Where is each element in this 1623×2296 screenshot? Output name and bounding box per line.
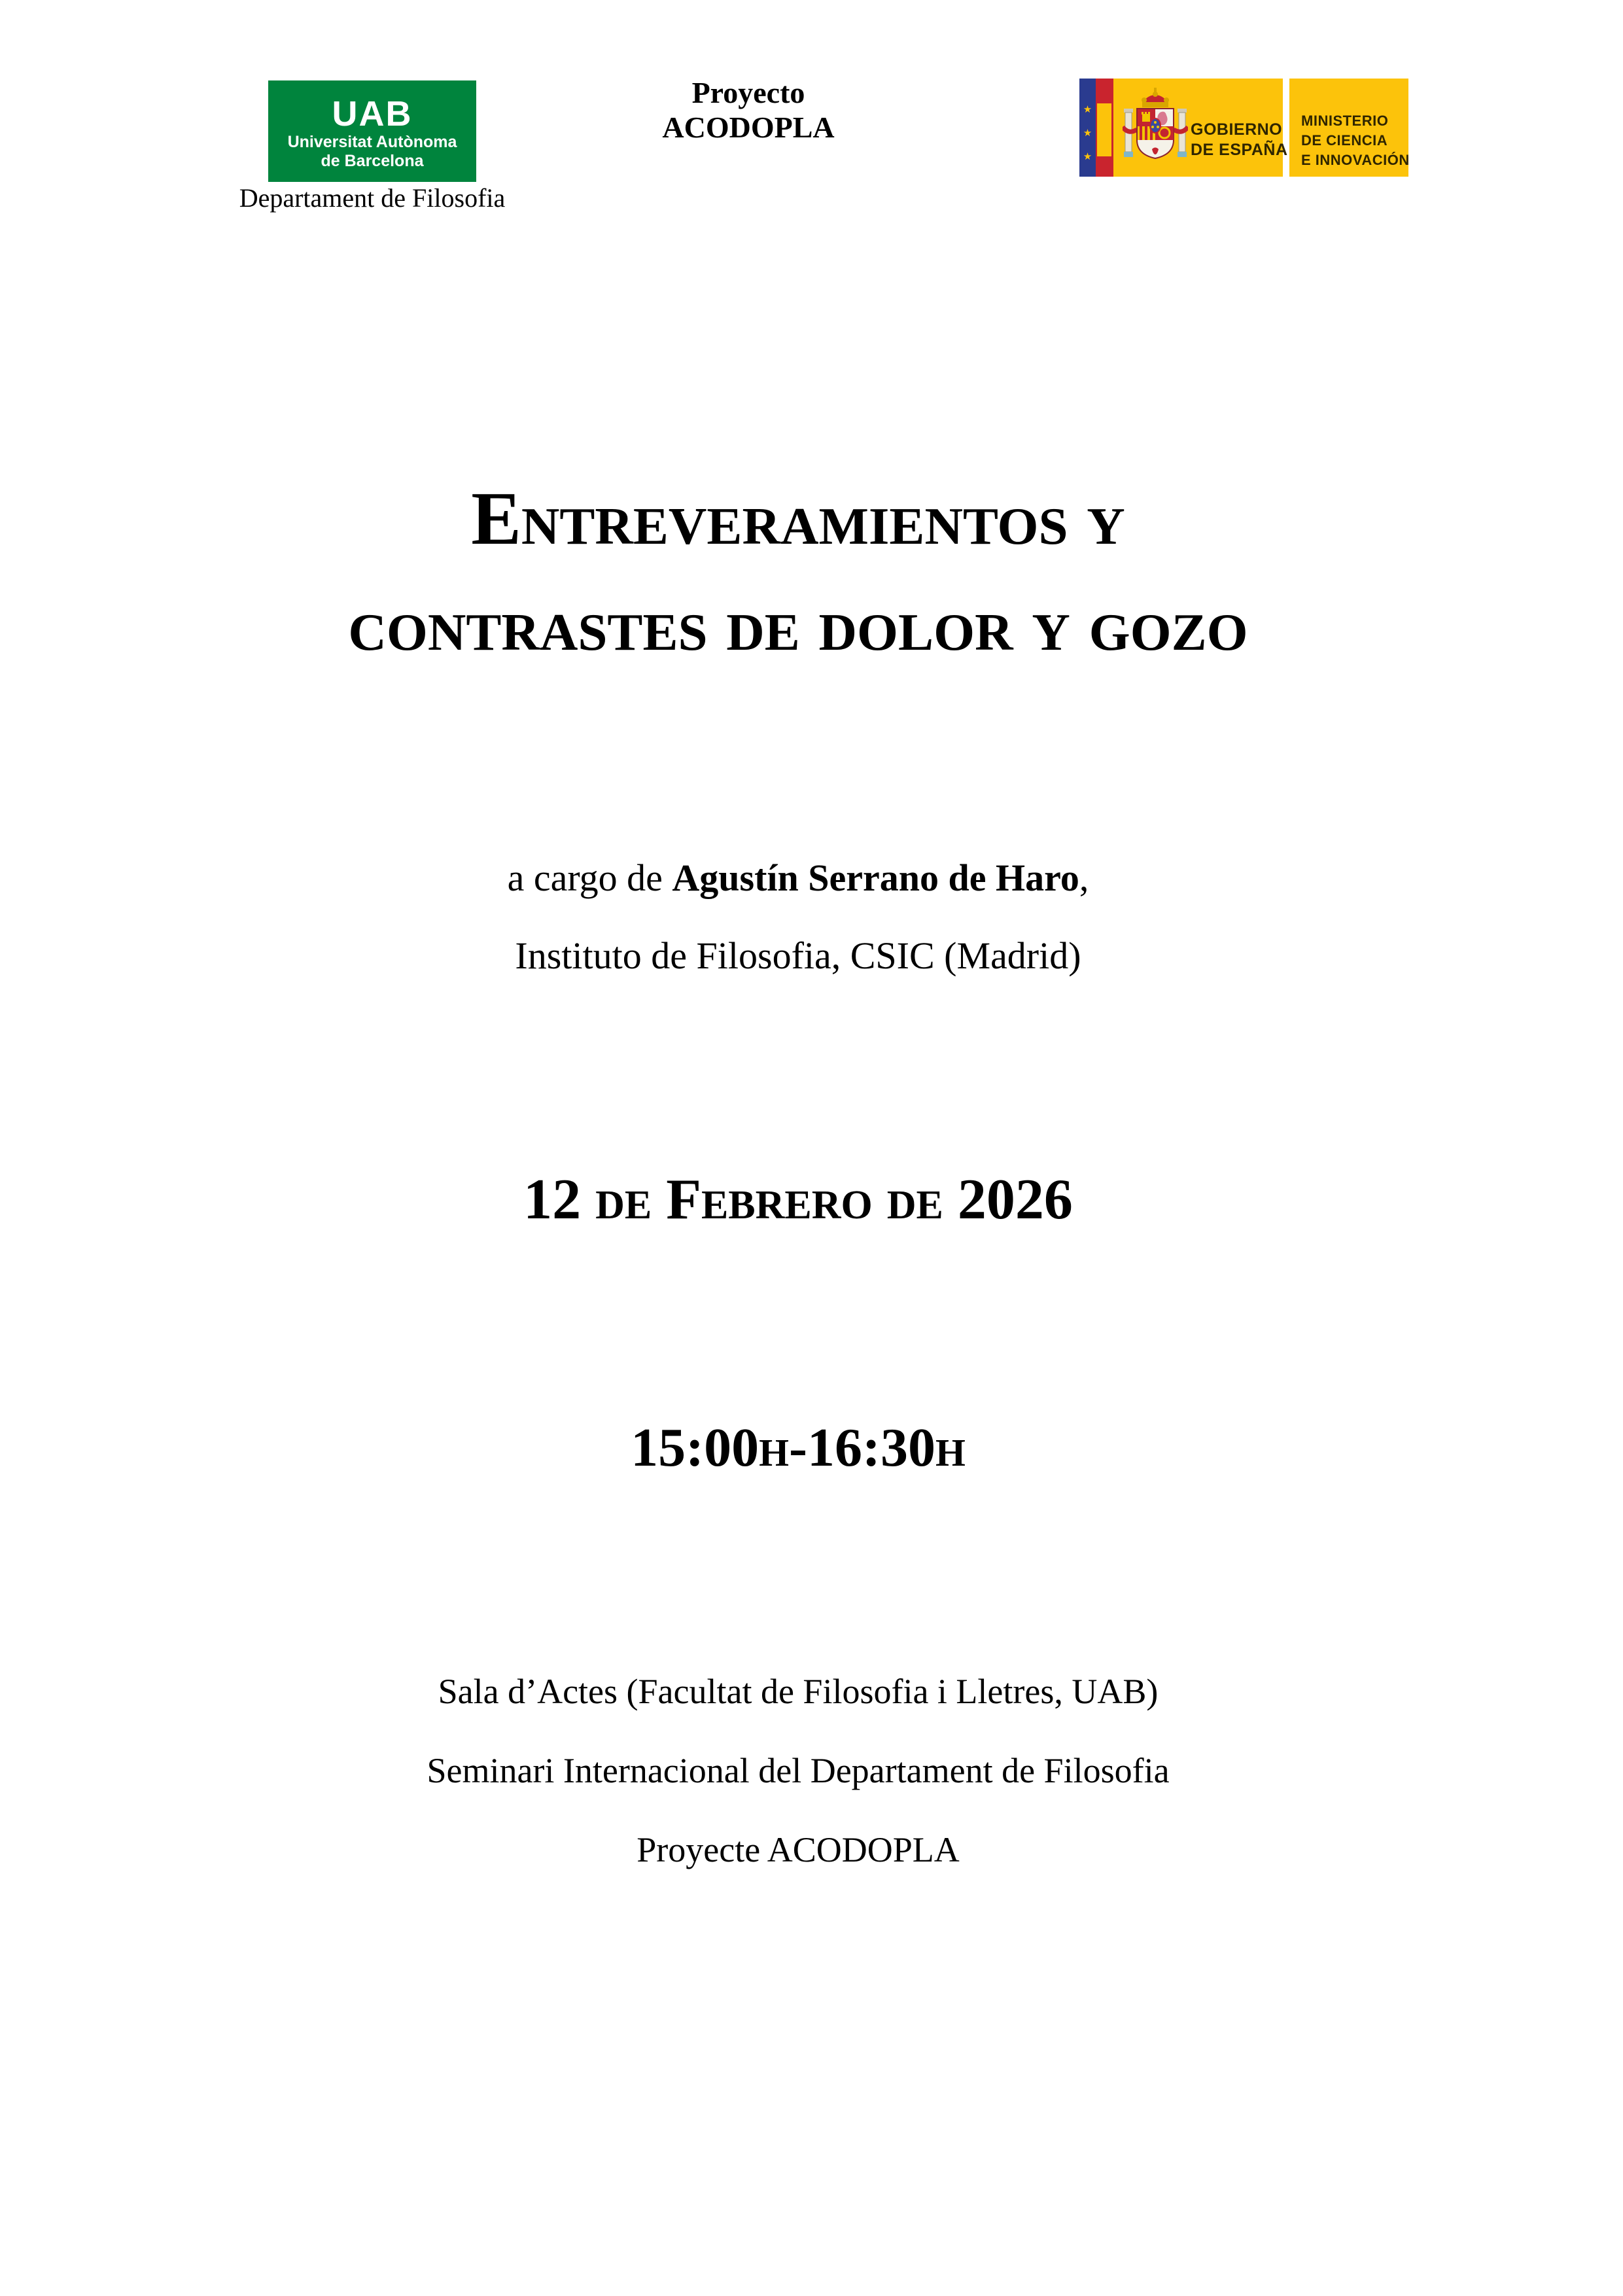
gobierno-wordmark — [1191, 120, 1288, 160]
event-time: 15:00h-16:30h — [631, 1417, 966, 1478]
uab-logo-block — [228, 80, 516, 213]
venue-line-1: Sala d’Actes (Facultat de Filosofia i Lletres, UAB) — [438, 1672, 1159, 1711]
speaker-name: Agustín Serrano de Haro — [672, 857, 1079, 899]
uab-logo-name-line-1: Universitat Autònoma — [287, 133, 457, 151]
spain-flag-yellow-band — [1097, 103, 1111, 156]
title-line-2: contrastes de dolor y gozo — [348, 583, 1248, 666]
ministry-line-3: E INNOVACIÓN — [1301, 152, 1410, 168]
uab-logo-name-line-2: de Barcelona — [321, 152, 424, 170]
ministry-wordmark — [1289, 79, 1408, 177]
gobierno-espana-logo — [1079, 79, 1408, 177]
project-title: Proyecto ACODOPLA — [662, 76, 835, 144]
speaker-affiliation: Instituto de Filosofia, CSIC (Madrid) — [515, 934, 1081, 977]
event-date: 12 de Febrero de 2026 — [523, 1168, 1073, 1231]
gobierno-logo-field — [1113, 79, 1288, 177]
eu-star-icon: ★ — [1083, 104, 1092, 115]
spain-eu-flag — [1079, 79, 1113, 177]
gobierno-line-1: GOBIERNO — [1191, 120, 1283, 139]
venue-block — [0, 1652, 1596, 1890]
eu-flag-band — [1079, 79, 1096, 177]
department-name: Departament de Filosofia — [239, 183, 506, 213]
spain-flag-band — [1096, 79, 1113, 177]
speaker-line — [0, 839, 1596, 917]
speaker-prefix: a cargo de — [507, 857, 672, 899]
eu-star-icon: ★ — [1083, 128, 1092, 139]
seminar-title — [0, 466, 1596, 678]
venue-line-2: Seminari Internacional del Departament de Filosofia — [427, 1751, 1170, 1790]
uab-logo — [268, 80, 476, 182]
eu-star-icon: ★ — [1083, 151, 1092, 162]
uab-logo-acronym: UAB — [332, 94, 413, 133]
speaker-block — [0, 839, 1596, 995]
gobierno-line-2: DE ESPAÑA — [1191, 141, 1288, 159]
venue-line-3: Proyecte ACODOPLA — [637, 1830, 960, 1869]
title-line-1: Entreveramientos y — [471, 477, 1125, 560]
ministry-line-1: MINISTERIO — [1301, 113, 1389, 129]
speaker-suffix: , — [1079, 857, 1089, 899]
spain-coat-of-arms-icon — [1123, 86, 1188, 169]
ministry-line-2: DE CIENCIA — [1301, 132, 1388, 149]
